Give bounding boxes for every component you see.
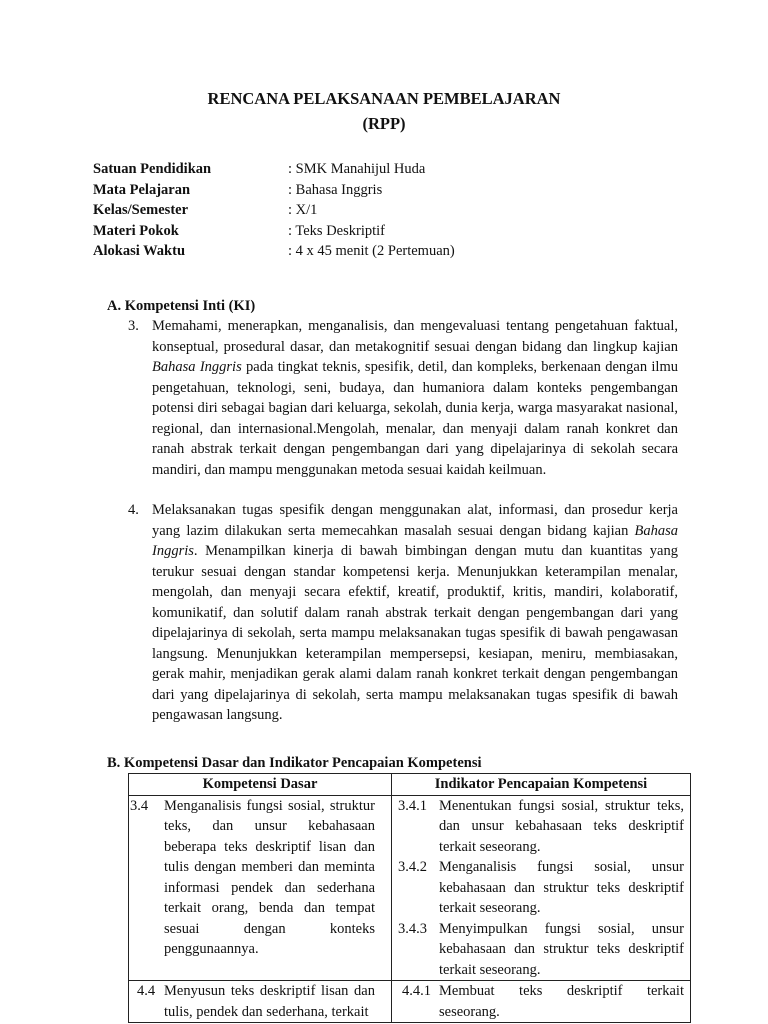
ki-number: 4. bbox=[128, 502, 139, 518]
identity-value: : Bahasa Inggris bbox=[288, 181, 383, 198]
ipk-block bbox=[392, 796, 690, 858]
ipk-cell bbox=[392, 795, 691, 981]
section-a-heading: A. Kompetensi Inti (KI) bbox=[107, 298, 256, 314]
identity-label: Mata Pelajaran bbox=[93, 181, 191, 198]
identity-value: : X/1 bbox=[288, 202, 318, 219]
table-header-kd: Kompetensi Dasar bbox=[129, 774, 392, 796]
ki-text: pada tingkat teknis, spesifik, detil, dan kompleks, berkenaan dengan ilmu pengetahuan, teknologi, seni, budaya, dan humaniora dalam konteks pengembangan potensi diri sebagai bagian dari keluarga, sekolah, dunia kerja, warga masyarakat nasional, regional, dan internasional.Mengolah, menalar, dan menyaji dalam ranah konkret dan ranah abstrak terkait dengan pengembangan dari yang dipelajarinya di sekolah secara mandiri, dan mampu menggunakan metoda sesuai kaidah keilmuan. bbox=[152, 359, 678, 478]
identity-label: Materi Pokok bbox=[93, 222, 179, 239]
ipk-code: 3.4.2 bbox=[398, 859, 427, 875]
ipk-block bbox=[392, 857, 690, 919]
ipk-text: Menentukan fungsi sosial, struktur teks, dan unsur kebahasaan teks deskriptif terkait seseorang. bbox=[439, 797, 684, 855]
identity-value: : 4 x 45 menit (2 Pertemuan) bbox=[288, 243, 455, 260]
identity-label: Alokasi Waktu bbox=[93, 243, 186, 260]
table-header-ipk: Indikator Pencapaian Kompetensi bbox=[392, 774, 691, 796]
competency-table bbox=[128, 773, 691, 1023]
kd-cell bbox=[129, 981, 392, 1023]
kd-text: Menganalisis fungsi sosial, struktur teks, dan unsur kebahasaan beberapa teks deskriptif lisan dan tulis dengan memberi dan meminta informasi pendek dan sederhana terkait orang, benda dan tempat sesuai dengan konteks penggunaannya. bbox=[164, 797, 375, 957]
ki-italic-text: Bahasa Inggris bbox=[152, 522, 678, 559]
identity-value: : SMK Manahijul Huda bbox=[288, 161, 426, 177]
document-subtitle: (RPP) bbox=[362, 114, 406, 133]
ipk-code: 4.4.1 bbox=[402, 983, 431, 999]
kd-text: Menyusun teks deskriptif lisan dan tulis, pendek dan sederhana, terkait bbox=[164, 983, 375, 1020]
ipk-text: Membuat teks deskriptif terkait seseorang. bbox=[439, 983, 684, 1020]
section-b-heading: B. Kompetensi Dasar dan Indikator Pencapaian Kompetensi bbox=[107, 755, 482, 771]
ipk-code: 3.4.3 bbox=[398, 920, 427, 937]
identity-value: : Teks Deskriptif bbox=[288, 222, 385, 239]
kd-block bbox=[129, 796, 391, 960]
kd-code: 4.4 bbox=[137, 983, 156, 999]
ki-text: Melaksanakan tugas spesifik dengan menggunakan alat, informasi, dan prosedur kerja yang lazim dilakukan serta memecahkan masalah sesuai dengan bidang kajian bbox=[152, 502, 678, 539]
ki-text: . Menampilkan kinerja di bawah bimbingan dengan mutu dan kuantitas yang terukur sesuai dengan standar kompetensi kerja. Menunjukkan keterampilan menalar, mengolah, dan menyaji secara efektif, kreatif, produktif, kritis, mandiri, kolaboratif, komunikatif, dan solutif dalam ranah abstrak terkait dengan pengembangan dari yang dipelajarinya di sekolah, serta mampu melaksanakan tugas spesifik di bawah pengawasan langsung. Menunjukkan keterampilan mempersepsi, kesiapan, meniru, membiasakan, gerak mahir, menjadikan gerak alami dalam ranah konkret terkait dengan pengembangan dari yang dipelajarinya di sekolah, serta mampu melaksanakan tugas spesifik di bawah pengawasan langsung. bbox=[152, 543, 678, 723]
table-header-row bbox=[129, 774, 691, 796]
ki-text: Memahami, menerapkan, menganalisis, dan mengevaluasi tentang pengetahuan faktual, konseptual, prosedural dasar, dan metakognitif sesuai dengan bidang dan lingkup kajian bbox=[152, 318, 678, 355]
table-row bbox=[129, 795, 691, 981]
kd-cell bbox=[129, 795, 392, 981]
kd-block bbox=[129, 981, 391, 1022]
ki-number: 3. bbox=[128, 318, 139, 334]
ipk-text: Menyimpulkan fungsi sosial, unsur kebahasaan dan struktur teks deskriptif terkait seseorang. bbox=[439, 920, 684, 978]
identity-label: Satuan Pendidikan bbox=[93, 161, 212, 177]
kd-code: 3.4 bbox=[130, 797, 149, 814]
ipk-block bbox=[392, 919, 690, 981]
ki-item bbox=[152, 316, 678, 480]
ipk-block bbox=[392, 981, 690, 1022]
ki-italic-text: Bahasa Inggris bbox=[152, 359, 242, 375]
ipk-cell bbox=[392, 981, 691, 1023]
ki-item bbox=[152, 500, 678, 726]
ipk-code: 3.4.1 bbox=[398, 797, 427, 814]
table-row bbox=[129, 981, 691, 1023]
ipk-text: Menganalisis fungsi sosial, unsur kebahasaan dan struktur teks deskriptif terkait seseorang. bbox=[439, 859, 684, 916]
identity-label: Kelas/Semester bbox=[93, 202, 189, 219]
document-title: RENCANA PELAKSANAAN PEMBELAJARAN bbox=[207, 89, 561, 108]
